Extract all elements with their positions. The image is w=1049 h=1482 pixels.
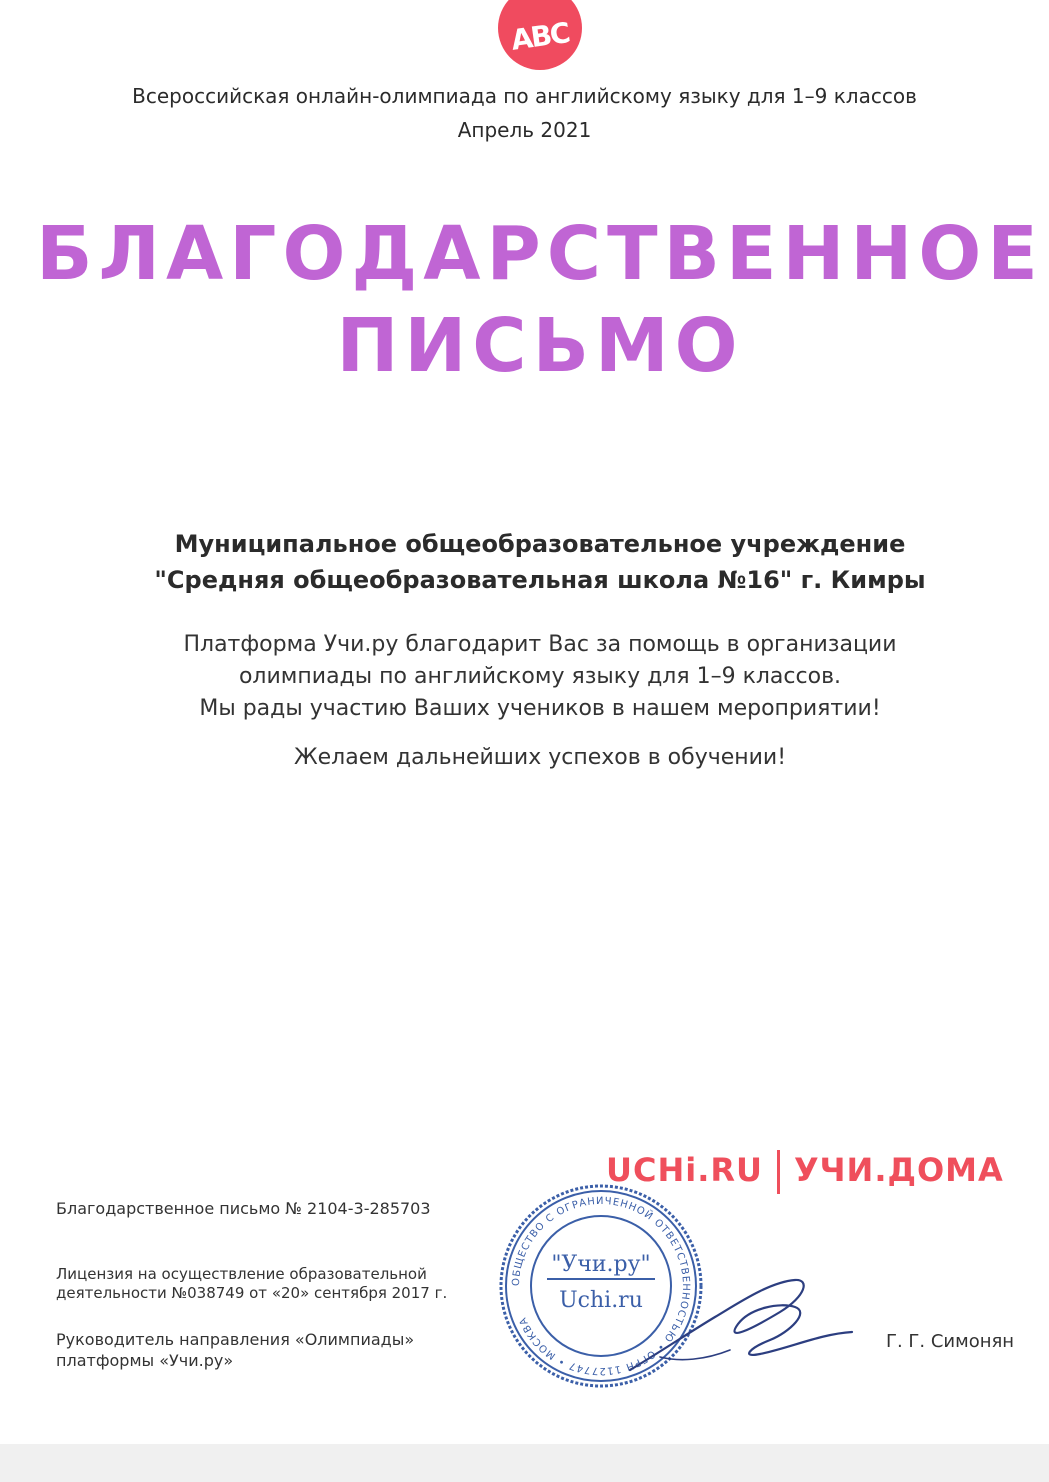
brand-uchi-ru: UCHi.RU (606, 1151, 763, 1189)
brand-separator (777, 1150, 780, 1194)
message-line1: Платформа Учи.ру благодарит Вас за помощь в организации (183, 632, 897, 657)
brand-uchi-doma: УЧИ.ДОМА (794, 1151, 1004, 1189)
license-line2: деятельности №038749 от «20» сентября 2017 г. (56, 1284, 448, 1302)
handwritten-signature (620, 1262, 860, 1382)
olympiad-subtitle: Всероссийская онлайн-олимпиада по английскому языку для 1–9 классов (132, 84, 917, 108)
letter-title-line1: БЛАГОДАРСТВЕННОЕ (36, 211, 1044, 297)
logo-text: ABC (509, 15, 571, 57)
signer-position-line1: Руководитель направления «Олимпиады» (56, 1330, 415, 1349)
license-line1: Лицензия на осуществление образовательной (56, 1265, 427, 1283)
signer-position-line2: платформы «Учи.ру» (56, 1351, 234, 1370)
recipient-line1: Муниципальное общеобразовательное учреждение (174, 530, 906, 558)
stamp-name-ru: "Учи.ру" (551, 1252, 651, 1277)
stamp-name-en: Uchi.ru (559, 1288, 643, 1313)
recipient-line2: "Средняя общеобразовательная школа №16" г. Кимры (154, 566, 926, 594)
signer-name: Г. Г. Симонян (886, 1331, 1015, 1352)
stamp-ring-text: ОБЩЕСТВО С ОГРАНИЧЕННОЙ ОТВЕТСТВЕННОСТЬЮ • ОГРН 1127747 • МОСКВА (510, 1195, 692, 1377)
page-bottom-bar (0, 1444, 1049, 1482)
letter-title-line2: ПИСЬМО (336, 303, 744, 389)
olympiad-date: Апрель 2021 (457, 118, 592, 142)
abc-logo (498, 0, 582, 70)
letter-number: Благодарственное письмо № 2104-3-285703 (56, 1199, 431, 1218)
message-line2: олимпиады по английскому языку для 1–9 классов. (238, 664, 842, 689)
message-wish: Желаем дальнейших успехов в обучении! (293, 745, 787, 770)
message-line3: Мы рады участию Ваших учеников в нашем мероприятии! (199, 696, 881, 721)
